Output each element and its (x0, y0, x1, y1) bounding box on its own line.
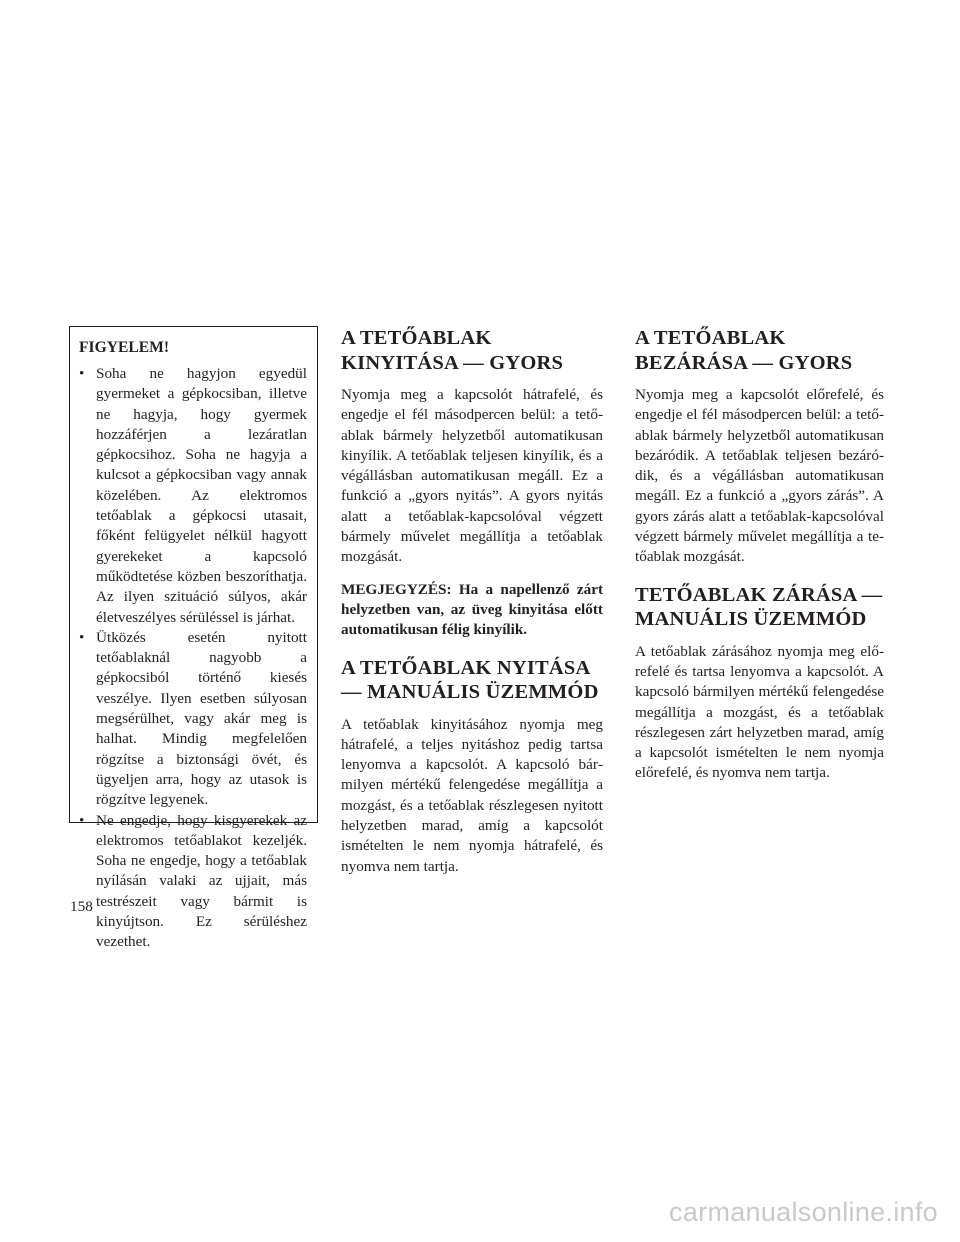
section-heading-open-manual: A TETŐABLAK NYITÁSA — MANUÁLIS ÜZEMMÓD (341, 656, 599, 704)
right-column (635, 326, 884, 784)
warning-bullet-text: Ne engedje, hogy kisgyerekek az elektromos tetőablakot kezeljék. Soha ne engedje, hogy a tetőablak nyílásán valaki az ujjait, más testrészeit vagy bármit is kinyújtson. Ez sérüléshez vezethet. (96, 811, 307, 951)
bullet-icon: • (79, 365, 85, 382)
warning-title: FIGYELEM! (79, 339, 170, 356)
note-paragraph: MEGJEGYZÉS: Ha a napellenző zárt helyzetben van, az üveg kinyitása előtt automatikusan félig kinyílik. (341, 580, 603, 639)
section-body-open-manual: A tetőablak kinyitásához nyomja meg hátrafelé, a teljes nyitáshoz pedig tartsa lenyomva a kapcsolót. A kapcsoló bármilyen mértékű felengedése megállítja a mozgást, és a tetőablak részlegesen nyitott helyzetben marad, amíg a kapcsolót ismételten le nem nyomja hátrafelé, és nyomva nem tartja. (341, 715, 603, 875)
watermark: carmanualsonline.info (669, 1197, 938, 1227)
section-heading-open-express: A TETŐABLAK KINYITÁSA — GYORS (341, 327, 564, 374)
warning-bullet (79, 364, 307, 628)
section-heading-close-manual: TETŐABLAK ZÁRÁSA — MANUÁLIS ÜZEMMÓD (635, 583, 883, 631)
section-heading-close-express: A TETŐABLAK BEZÁRÁSA — GYORS (635, 327, 853, 374)
middle-column (341, 326, 603, 877)
page-number: 158 (70, 898, 93, 915)
section-body-open-express: Nyomja meg a kapcsolót hátrafelé, és engedje el fél másodpercen belül: a tetőablak bármely helyzetből automatikusan kinyílik. A tetőablak teljesen kinyílik, és a végállásban automatikusan megáll. Ez a funkció a „gyors nyitás”. A gyors nyitás alatt a tetőablak-kapcsolóval végzett bármely művelet megállítja a tetőablak mozgását. (341, 386, 603, 566)
warning-bullet-text: Ütközés esetén nyitott tetőablaknál nagyobb a gépkocsiból történő kiesés veszélye. Ilyen esetben súlyosan megsérülhet, vagy akár meg is halhat. Mindig megfelelően rögzítse a biztonsági övét, és ügyeljen arra, hogy az utasok is rögzítve legyenek. (96, 628, 307, 809)
section-body-close-manual: A tetőablak zárásához nyomja meg előrefelé és tartsa lenyomva a kapcsolót. A kapcsoló bármilyen mértékű felengedése megállítja a mozgást, és a tetőablak részlegesen zárt helyzetben marad, amíg a kapcsolót ismételten le nem nyomja előrefelé, és nyomva nem tartja. (635, 642, 884, 782)
warning-bullet-text: Soha ne hagyjon egyedül gyermeket a gépkocsiban, illetve ne hagyja, hogy gyermek hozzáférjen a lezáratlan gépkocsihoz. Soha ne hagyja a kulcsot a gépkocsiban vagy annak közelében. Az elektromos tetőablak a gépkocsi utasait, főként felügyelet nélkül hagyott gyerekeket a kapcsoló működtetése közben beszoríthatja. Az ilyen szituáció súlyos, akár életveszélyes sérüléssel is járhat. (96, 365, 307, 626)
bullet-icon: • (79, 628, 85, 646)
warning-bullet (79, 628, 307, 811)
warning-bullet (79, 811, 307, 953)
bullet-icon: • (79, 811, 85, 829)
section-body-close-express: Nyomja meg a kapcsolót előrefelé, és engedje el fél másodpercen belül: a tetőablak bármely helyzetből automatikusan bezáródik. A tetőablak teljesen bezáródik, és a végállásban automatikusan megáll. Ez a funkció a „gyors zárás”. A gyors zárás alatt a tetőablak-kapcsolóval végzett bármely művelet megállítja a tetőablak mozgását. (635, 386, 884, 566)
